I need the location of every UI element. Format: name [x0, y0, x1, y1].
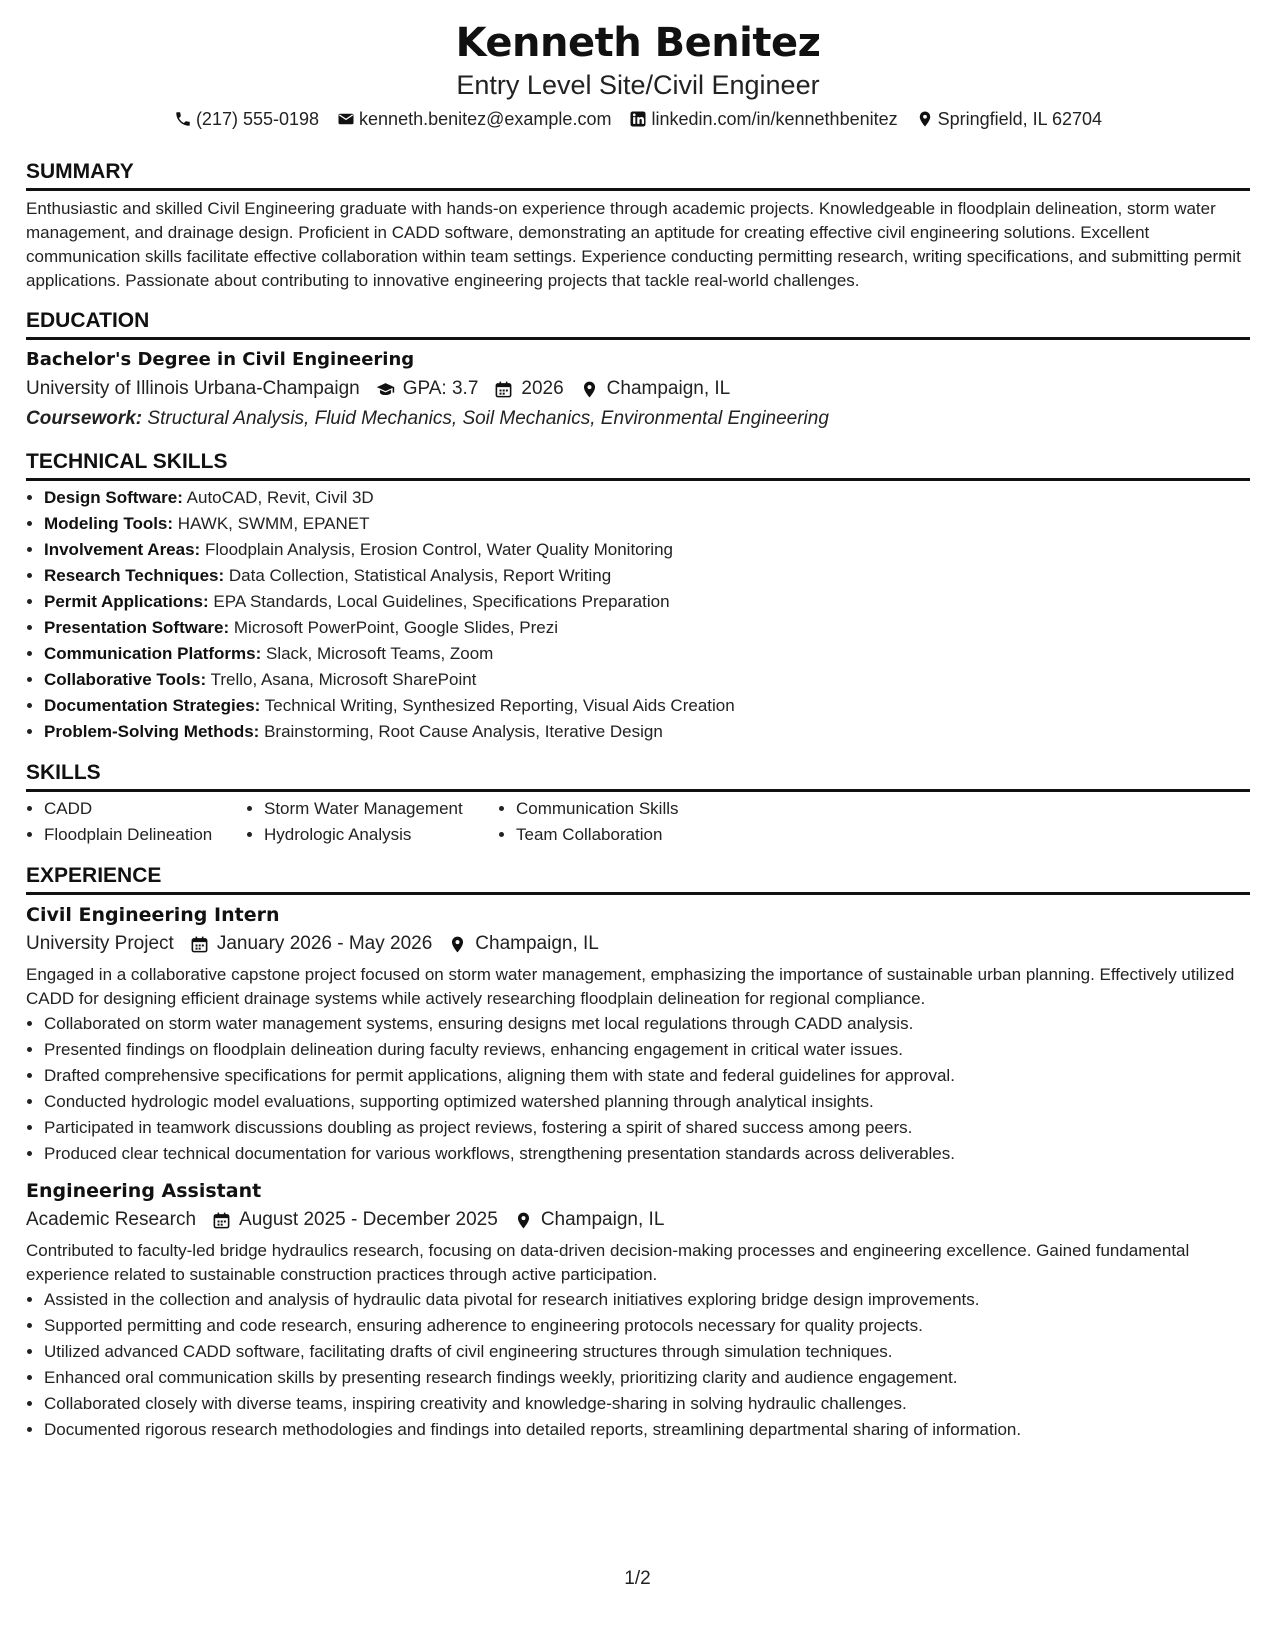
technical-skill-item: [44, 511, 1250, 537]
job-dates: [190, 929, 432, 959]
coursework-text: Structural Analysis, Fluid Mechanics, Soil Mechanics, Environmental Engineering: [147, 408, 829, 429]
education-meta: [26, 374, 1250, 404]
job-org: [26, 929, 174, 959]
job-bullet: • Utilized advanced CADD software, facilitating drafts of civil engineering structures through simulation techniques.: [44, 1339, 1250, 1365]
technical-skill-value: AutoCAD, Revit, Civil 3D: [186, 488, 374, 507]
skill-item: • Communication Skills: [516, 796, 679, 822]
section-title-experience: EXPERIENCE: [26, 862, 1250, 895]
job-description: Contributed to faculty-led bridge hydraulics research, focusing on data-driven decision-making processes and engineering excellence. Gained fundamental experience related to sustainable construction practices through active participation.: [26, 1241, 1190, 1284]
education-school-text: University of Illinois Urbana-Champaign: [26, 378, 360, 399]
technical-skill-label: Involvement Areas:: [44, 540, 201, 559]
education-location: [580, 374, 731, 404]
job-location-text: Champaign, IL: [540, 1209, 665, 1230]
job-dates-text: January 2026 - May 2026: [216, 933, 433, 954]
education-location-text: Champaign, IL: [606, 378, 731, 399]
phone-icon: [174, 110, 192, 128]
technical-skills-section: [26, 448, 1250, 745]
job-dates-text: August 2025 - December 2025: [239, 1209, 498, 1230]
education-school: [26, 374, 360, 404]
calendar-icon: [212, 1211, 231, 1230]
technical-skill-item: [44, 667, 1250, 693]
technical-skill-label: Collaborative Tools:: [44, 670, 207, 689]
technical-skill-label: Communication Platforms:: [44, 644, 262, 663]
section-title-summary: SUMMARY: [26, 158, 1250, 191]
skill-item: • Floodplain Delineation: [44, 822, 246, 848]
education-year: [494, 374, 563, 404]
technical-skill-value: Brainstorming, Root Cause Analysis, Iterative Design: [264, 722, 663, 741]
technical-skill-value: Data Collection, Statistical Analysis, Report Writing: [228, 566, 612, 585]
section-title-education: EDUCATION: [26, 307, 1250, 340]
summary-section: [26, 158, 1250, 293]
job-org-text: Academic Research: [26, 1209, 197, 1230]
skill-item: • Storm Water Management: [264, 796, 498, 822]
education-coursework: [26, 404, 1250, 434]
calendar-icon: [190, 935, 209, 954]
technical-skill-item: [44, 485, 1250, 511]
job-title: Civil Engineering Intern: [26, 904, 280, 926]
job-meta: [26, 929, 1250, 959]
linkedin-icon: [629, 110, 647, 128]
education-year-text: 2026: [521, 378, 564, 399]
job-bullet: • Collaborated closely with diverse teams, inspiring creativity and knowledge-sharing in solving hydraulic challenges.: [44, 1391, 1250, 1417]
job-org-text: University Project: [26, 933, 174, 954]
calendar-icon: [494, 380, 513, 399]
job-bullet: • Supported permitting and code research, ensuring adherence to engineering protocols necessary for quality projects.: [44, 1313, 1250, 1339]
technical-skill-value: EPA Standards, Local Guidelines, Specifications Preparation: [213, 592, 670, 611]
location-pin-icon: [580, 380, 599, 399]
contact-bar: [26, 106, 1250, 132]
job-entry: [26, 901, 1250, 1167]
job-meta: [26, 1205, 1250, 1235]
skills-column: [498, 796, 679, 848]
technical-skill-label: Documentation Strategies:: [44, 696, 261, 715]
technical-skill-label: Permit Applications:: [44, 592, 209, 611]
technical-skill-value: HAWK, SWMM, EPANET: [177, 514, 370, 533]
graduation-cap-icon: [376, 380, 395, 399]
skill-item: • Hydrologic Analysis: [264, 822, 498, 848]
technical-skill-item: [44, 641, 1250, 667]
job-bullet: • Collaborated on storm water management systems, ensuring designs met local regulations through CADD analysis.: [44, 1011, 1250, 1037]
education-degree: Bachelor's Degree in Civil Engineering: [26, 349, 415, 370]
technical-skill-value: Trello, Asana, Microsoft SharePoint: [210, 670, 477, 689]
technical-skill-label: Modeling Tools:: [44, 514, 174, 533]
page-number: 1/2: [624, 1568, 651, 1589]
job-location: [514, 1205, 665, 1235]
job-bullet: • Drafted comprehensive specifications for permit applications, aligning them with state and federal guidelines for approval.: [44, 1063, 1250, 1089]
technical-skill-label: Research Techniques:: [44, 566, 225, 585]
job-bullets: [26, 1287, 1250, 1443]
skills-section: [26, 759, 1250, 848]
skills-grid: [26, 796, 1250, 848]
job-bullet: • Participated in teamwork discussions doubling as project reviews, fostering a spirit of shared success among peers.: [44, 1115, 1250, 1141]
contact-email-text: kenneth.benitez@example.com: [359, 109, 612, 129]
job-bullet: • Enhanced oral communication skills by presenting research findings weekly, prioritizing clarity and audience engagement.: [44, 1365, 1250, 1391]
technical-skill-item: [44, 589, 1250, 615]
job-bullet: • Conducted hydrologic model evaluations, supporting optimized watershed planning through analytical insights.: [44, 1089, 1250, 1115]
education-section: [26, 307, 1250, 434]
technical-skill-item: [44, 693, 1250, 719]
section-title-skills: SKILLS: [26, 759, 1250, 792]
technical-skill-item: [44, 563, 1250, 589]
location-pin-icon: [448, 935, 467, 954]
contact-phone[interactable]: [174, 106, 319, 132]
section-title-technical-skills: TECHNICAL SKILLS: [26, 448, 1250, 481]
job-location-text: Champaign, IL: [475, 933, 599, 954]
job-bullet: • Presented findings on floodplain delineation during faculty reviews, enhancing engagement in critical water issues.: [44, 1037, 1250, 1063]
job-location: [448, 929, 599, 959]
contact-location-text: Springfield, IL 62704: [937, 109, 1103, 129]
job-bullet: • Documented rigorous research methodologies and findings into detailed reports, streamlining departmental sharing of information.: [44, 1417, 1250, 1443]
technical-skill-item: [44, 615, 1250, 641]
technical-skill-item: [44, 719, 1250, 745]
skill-item: • CADD: [44, 796, 246, 822]
job-bullet: • Produced clear technical documentation for various workflows, strengthening presentation standards across deliverables.: [44, 1141, 1250, 1167]
job-entry: [26, 1177, 1250, 1443]
technical-skill-value: Technical Writing, Synthesized Reporting, Visual Aids Creation: [264, 696, 735, 715]
job-org: [26, 1205, 196, 1235]
summary-text: Enthusiastic and skilled Civil Engineering graduate with hands-on experience through academic projects. Knowledgeable in floodplain delineation, storm water management, and drainage design. Proficient in CADD software, demonstrating an aptitude for creating effective civil engineering solutions. Excellent communication skills facilitate effective collaboration within team settings. Experience conducting permitting research, writing specifications, and submitting permit applications. Passionate about contributing to innovative engineering projects that tackle real-world challenges.: [26, 199, 1241, 290]
education-gpa-text: GPA: 3.7: [402, 378, 479, 399]
job-dates: [212, 1205, 498, 1235]
skills-column: [246, 796, 498, 848]
job-bullets: [26, 1011, 1250, 1167]
technical-skill-value: Microsoft PowerPoint, Google Slides, Prezi: [233, 618, 558, 637]
technical-skill-label: Problem-Solving Methods:: [44, 722, 260, 741]
technical-skill-value: Slack, Microsoft Teams, Zoom: [265, 644, 494, 663]
location-pin-icon: [916, 110, 934, 128]
candidate-name: Kenneth Benitez: [455, 20, 821, 66]
job-bullet: • Assisted in the collection and analysis of hydraulic data pivotal for research initiatives exploring bridge design improvements.: [44, 1287, 1250, 1313]
skill-item: • Team Collaboration: [516, 822, 679, 848]
contact-linkedin[interactable]: [629, 106, 897, 132]
location-pin-icon: [514, 1211, 533, 1230]
coursework-label: Coursework:: [26, 408, 143, 429]
technical-skill-label: Presentation Software:: [44, 618, 230, 637]
education-gpa: [376, 374, 479, 404]
technical-skill-item: [44, 537, 1250, 563]
technical-skill-value: Floodplain Analysis, Erosion Control, Water Quality Monitoring: [204, 540, 673, 559]
contact-linkedin-text: linkedin.com/in/kennethbenitez: [651, 109, 898, 129]
technical-skills-list: [26, 485, 1250, 745]
contact-email[interactable]: [337, 106, 611, 132]
contact-location: [916, 106, 1102, 132]
resume-page: [26, 18, 1250, 1453]
contact-phone-text: (217) 555-0198: [195, 109, 320, 129]
job-description: Engaged in a collaborative capstone project focused on storm water management, emphasizing the importance of sustainable urban planning. Effectively utilized CADD for designing efficient drainage systems while actively researching floodplain delineation for regional compliance.: [26, 965, 1235, 1008]
technical-skill-label: Design Software:: [44, 488, 183, 507]
experience-section: [26, 862, 1250, 1443]
envelope-icon: [337, 110, 355, 128]
job-title: Engineering Assistant: [26, 1180, 262, 1202]
skills-column: [26, 796, 246, 848]
candidate-headline: Entry Level Site/Civil Engineer: [456, 70, 820, 100]
